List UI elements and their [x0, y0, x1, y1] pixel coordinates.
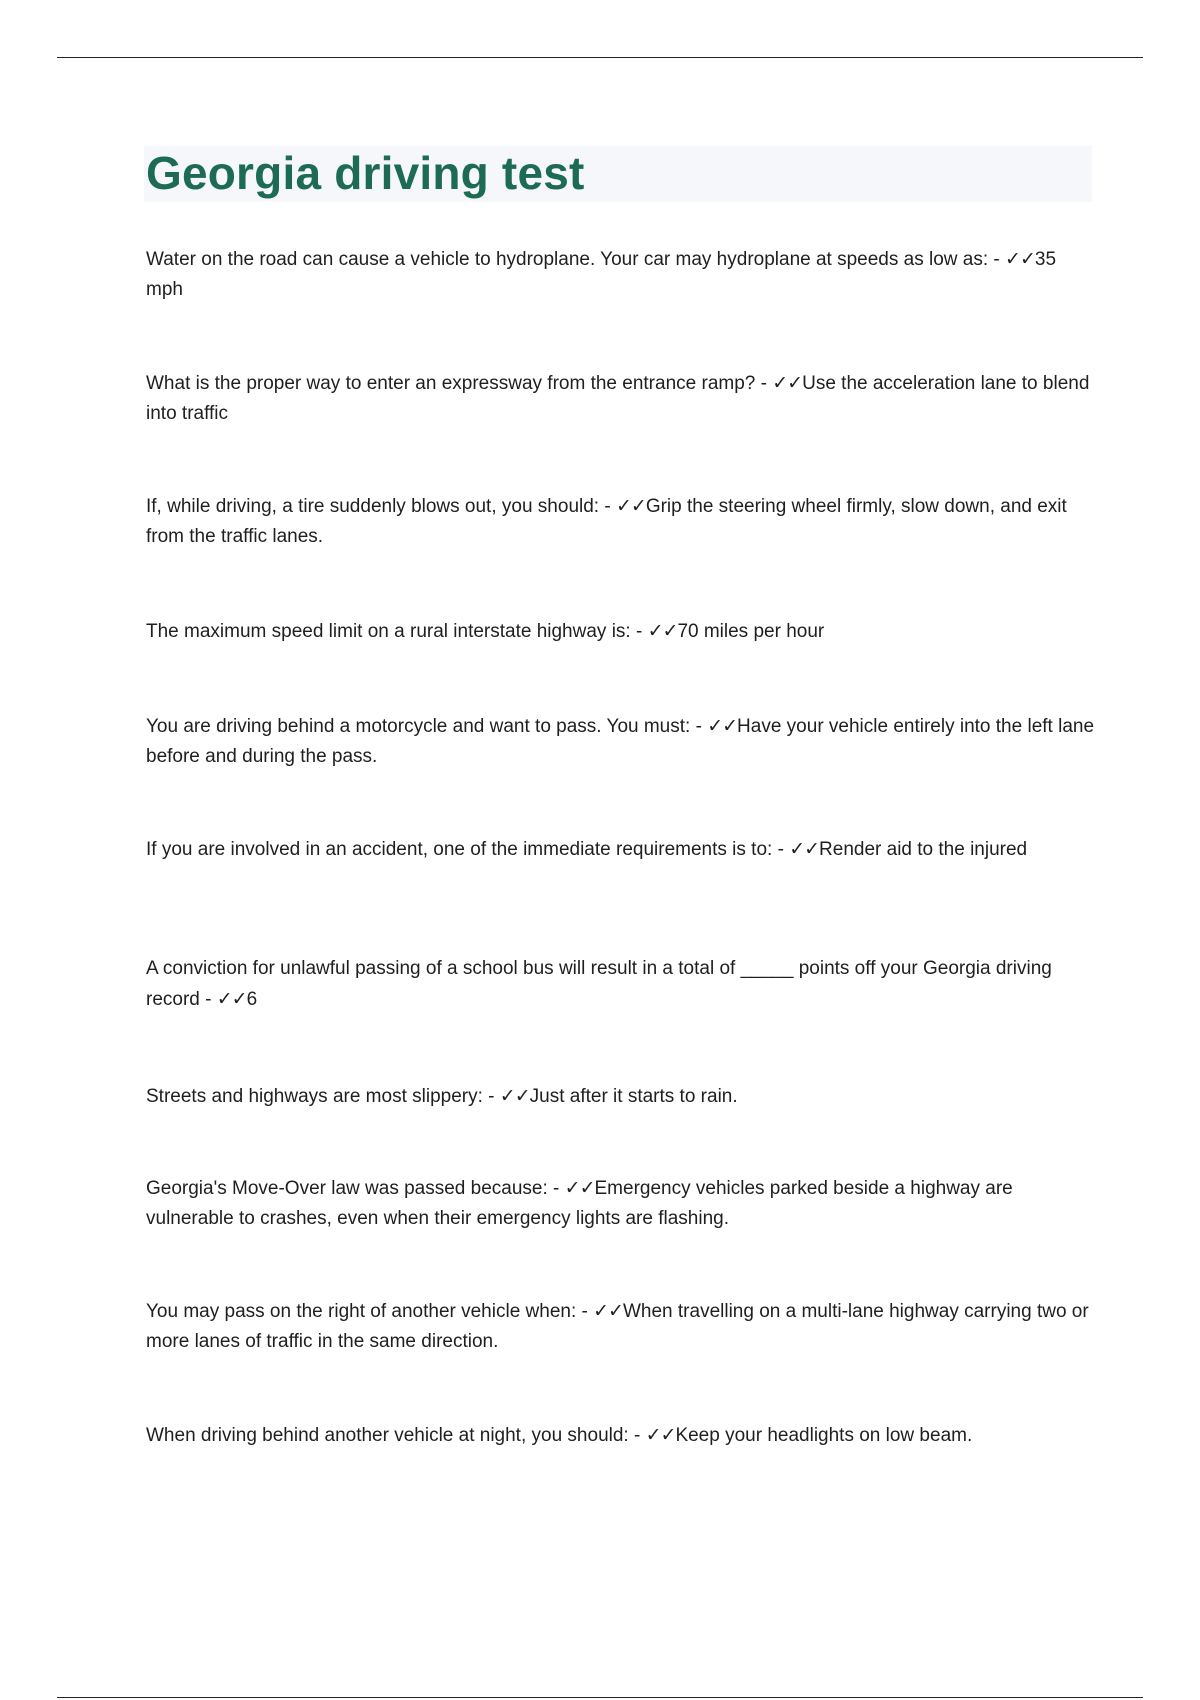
check-mark-icon: ✓✓	[772, 372, 803, 394]
qa-item	[146, 1081, 1096, 1112]
separator: -	[599, 496, 616, 517]
top-page-rule	[57, 57, 1143, 58]
separator: -	[547, 1178, 565, 1199]
answer-text: Grip the steering wheel firmly, slow down, and exit from the traffic lanes.	[146, 496, 1067, 547]
separator: -	[755, 373, 773, 394]
answer-text: Have your vehicle entirely into the left lane before and during the pass.	[146, 716, 1095, 767]
check-mark-icon: ✓✓	[593, 1300, 623, 1322]
question-text: The maximum speed limit on a rural interstate highway is:	[146, 621, 631, 642]
question-text: What is the proper way to enter an expressway from the entrance ramp?	[146, 373, 756, 394]
separator: -	[628, 1425, 646, 1446]
separator: -	[988, 249, 1006, 270]
check-mark-icon: ✓✓	[1005, 248, 1035, 270]
qa-item	[146, 1173, 1096, 1234]
question-text: You are driving behind a motorcycle and want to pass. You must:	[146, 716, 691, 737]
answer-text: Keep your headlights on low beam.	[675, 1425, 973, 1446]
answer-text: Use the acceleration lane to blend into traffic	[146, 373, 1090, 424]
check-mark-icon: ✓✓	[216, 988, 247, 1010]
answer-text: When travelling on a multi-lane highway carrying two or more lanes of traffic in the same direction.	[146, 1301, 1089, 1352]
check-mark-icon: ✓✓	[499, 1085, 530, 1107]
question-text: You may pass on the right of another vehicle when:	[146, 1301, 577, 1322]
qa-item	[146, 1296, 1096, 1357]
separator: -	[772, 839, 790, 860]
question-text: Georgia's Move-Over law was passed because:	[146, 1178, 548, 1199]
answer-text: 35 mph	[146, 249, 1057, 300]
question-text: If you are involved in an accident, one of the immediate requirements is to:	[146, 839, 773, 860]
question-text: A conviction for unlawful passing of a school bus will result in a total of _____ points off your Georgia driving record	[146, 958, 1052, 1010]
bottom-page-rule	[57, 1697, 1143, 1698]
separator: -	[690, 716, 708, 737]
check-mark-icon: ✓✓	[707, 715, 738, 737]
question-text: If, while driving, a tire suddenly blows out, you should:	[146, 496, 600, 517]
document-title: Georgia driving test	[146, 147, 585, 199]
answer-text: 6	[246, 989, 258, 1010]
check-mark-icon: ✓✓	[647, 620, 678, 642]
answer-text: 70 miles per hour	[677, 621, 825, 642]
check-mark-icon: ✓✓	[564, 1177, 595, 1199]
qa-item	[146, 368, 1096, 429]
qa-item	[146, 1420, 1096, 1451]
qa-item	[146, 834, 1096, 865]
qa-item	[146, 711, 1096, 772]
answer-text: Render aid to the injured	[819, 839, 1028, 860]
separator: -	[576, 1301, 594, 1322]
check-mark-icon: ✓✓	[789, 838, 820, 860]
qa-item	[146, 491, 1096, 552]
qa-item	[146, 244, 1096, 305]
question-text: When driving behind another vehicle at night, you should:	[146, 1425, 629, 1446]
separator: -	[199, 989, 217, 1010]
answer-text: Just after it starts to rain.	[529, 1086, 738, 1107]
check-mark-icon: ✓✓	[615, 495, 646, 517]
separator: -	[482, 1086, 500, 1107]
answer-text: Emergency vehicles parked beside a highway are vulnerable to crashes, even when their emergency lights are flashing.	[146, 1178, 1013, 1229]
question-text: Streets and highways are most slippery:	[146, 1086, 483, 1107]
check-mark-icon: ✓✓	[645, 1424, 676, 1446]
qa-item	[146, 616, 1096, 647]
separator: -	[630, 621, 648, 642]
question-text: Water on the road can cause a vehicle to hydroplane. Your car may hydroplane at speeds as low as:	[146, 249, 989, 270]
qa-item	[146, 954, 1096, 1015]
